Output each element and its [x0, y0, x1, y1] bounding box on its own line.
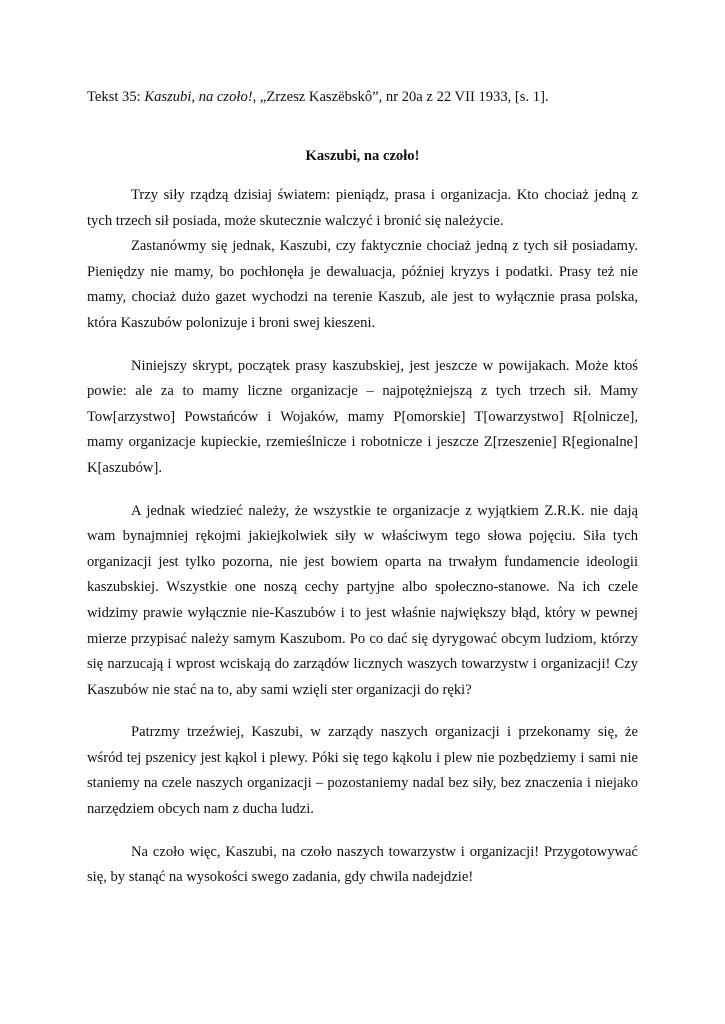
source-suffix: , „Zrzesz Kaszëbskô”, nr 20a z 22 VII 1933, [s. 1].: [252, 89, 549, 105]
source-title: Kaszubi, na czoło!: [144, 89, 253, 105]
paragraph-6: Na czoło więc, Kaszubi, na czoło naszych towarzystw i organizacji! Przygotowywać się, by stanąć na wysokości swego zadania, gdy chwila nadejdzie!: [87, 843, 638, 886]
paragraph-5: Patrzmy trzeźwiej, Kaszubi, w zarządy naszych organizacji i przekonamy się, że wśród tej pszenicy jest kąkol i plewy. Póki się tego kąkolu i plew nie pozbędziemy i sami nie staniemy na czele naszych organizacji – pozostaniemy nadal bez siły, bez znaczenia i niejako narzędziem obcych nam z ducha ludzi.: [87, 724, 638, 818]
paragraph-1: Trzy siły rządzą dzisiaj światem: pieniądz, prasa i organizacja. Kto chociaż jedną z tych trzech sił posiada, może skutecznie walczyć i bronić się należycie.: [87, 187, 638, 229]
source-citation: [87, 88, 638, 107]
paragraph-2: Zastanówmy się jednak, Kaszubi, czy faktycznie chociaż jedną z tych sił posiadamy. Pieniędzy nie mamy, bo pochłonęła je dewaluacja, później kryzys i podatki. Prasy też nie mamy, chociaż dużo gazet wychodzi na terenie Kaszub, ale jest to wyłącznie prasa polska, która Kaszubów polonizuje i broni swej kieszeni.: [87, 238, 638, 331]
paragraph-3: Niniejszy skrypt, początek prasy kaszubskiej, jest jeszcze w powijakach. Może ktoś powie: ale za to mamy liczne organizacje – najpotężniejszą z tych trzech sił. Mamy Tow[arzystwo] Powstańców i Wojaków, mamy P[omorskie] T[owarzystwo] R[olnicze], mamy organizacje kupieckie, rzemieślnicze i robotnicze i jeszcze Z[rzeszenie] R[egionalne] K[aszubów].: [87, 357, 638, 476]
article-heading: Kaszubi, na czoło!: [305, 148, 420, 164]
paragraph-4: A jednak wiedzieć należy, że wszystkie te organizacje z wyjątkiem Z.R.K. nie dają wam bynajmniej rękojmi jakiejkolwiek siły w właściwym tego słowa pojęciu. Siła tych organizacji jest tylko pozorna, nie jest bowiem oparta na trwałym fundamencie ideologii kaszubskiej. Wszystkie one noszą cechy partyjne albo społeczno-stanowe. Na ich czele widzimy prawie wyłącznie nie-Kaszubów i to jest właśnie największy błąd, który w pewnej mierze przypisać należy samym Kaszubom. Po co dać się dyrygować obcym ludziom, którzy się narzucają i wprost wciskają do zarządów licznych waszych towarzystw i organizacji! Czy Kaszubów nie stać na to, aby sami wzięli ster organizacji do ręki?: [87, 502, 638, 698]
source-prefix: Tekst 35:: [87, 89, 145, 105]
